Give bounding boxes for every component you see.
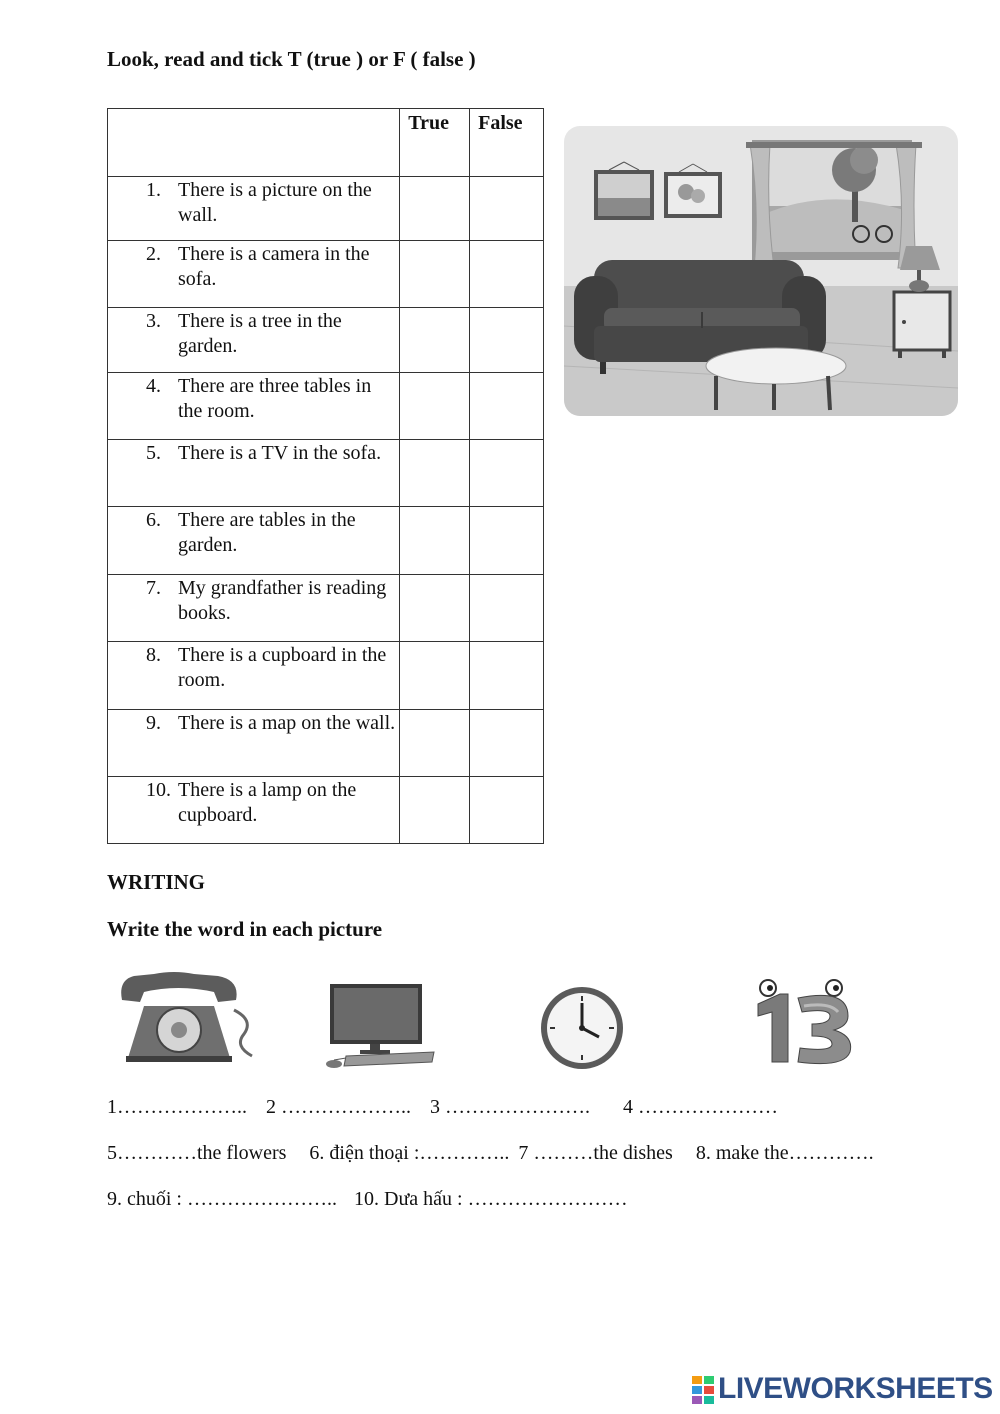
false-cell[interactable]: [470, 642, 544, 710]
answer-blank-1[interactable]: 1………………..: [107, 1096, 252, 1118]
row-number: 5.: [146, 442, 161, 464]
table-row: [108, 710, 544, 777]
false-cell[interactable]: [470, 177, 544, 241]
table-row: [108, 642, 544, 710]
instruction-true-false: Look, read and tick T (true ) or F ( false ): [107, 47, 476, 71]
true-cell[interactable]: [400, 308, 470, 373]
false-cell[interactable]: [470, 507, 544, 575]
answer-blank-6[interactable]: 6. điện thoại :…………..: [309, 1142, 515, 1164]
row-statement: There is a lamp on the cupboard.: [178, 779, 357, 826]
clock-icon: [537, 985, 629, 1071]
false-cell[interactable]: [470, 777, 544, 844]
row-statement: There is a map on the wall.: [178, 712, 396, 734]
answer-blank-9[interactable]: 9. chuối : …………………..: [107, 1188, 342, 1210]
answer-blank-5[interactable]: 5…………the flowers: [107, 1142, 287, 1164]
row-statement: There is a picture on the wall.: [178, 179, 372, 226]
section-writing-title: WRITING: [107, 870, 206, 894]
true-cell[interactable]: [400, 575, 470, 642]
table-row: [108, 373, 544, 440]
row-statement: There is a TV in the sofa.: [178, 442, 382, 464]
row-number: 2.: [146, 243, 161, 265]
logo-text: LIVEWORKSHEETS: [718, 1372, 993, 1405]
answer-blank-10[interactable]: 10. Dưa hấu : ……………………: [354, 1188, 628, 1210]
true-false-table: [107, 108, 544, 844]
true-cell[interactable]: [400, 507, 470, 575]
living-room-image: [564, 126, 958, 416]
table-row: [108, 507, 544, 575]
row-number: 7.: [146, 577, 161, 599]
header-true: True: [400, 109, 470, 177]
row-statement: There is a camera in the sofa.: [178, 243, 370, 290]
table-row: [108, 241, 544, 308]
false-cell[interactable]: [470, 308, 544, 373]
table-header-row: [108, 109, 544, 177]
row-number: 1.: [146, 179, 161, 201]
number-13-icon: [750, 976, 858, 1068]
false-cell[interactable]: [470, 241, 544, 308]
row-statement: There is a tree in the garden.: [178, 310, 342, 357]
answer-line-1: [107, 1096, 778, 1119]
row-statement: There are tables in the garden.: [178, 509, 356, 556]
table-row: [108, 440, 544, 507]
answer-blank-3[interactable]: 3 ………………….: [430, 1096, 595, 1118]
table-row: [108, 575, 544, 642]
false-cell[interactable]: [470, 575, 544, 642]
true-cell[interactable]: [400, 373, 470, 440]
row-number: 9.: [146, 712, 161, 734]
answer-blank-4[interactable]: 4 …………………: [623, 1096, 778, 1118]
false-cell[interactable]: [470, 373, 544, 440]
true-cell[interactable]: [400, 440, 470, 507]
answer-blank-2[interactable]: 2 ………………..: [266, 1096, 416, 1118]
row-number: 10.: [146, 779, 171, 801]
row-statement: There are three tables in the room.: [178, 375, 372, 422]
instruction-write-words: Write the word in each picture: [107, 917, 383, 941]
true-cell[interactable]: [400, 642, 470, 710]
row-number: 4.: [146, 375, 161, 397]
false-cell[interactable]: [470, 710, 544, 777]
table-row: [108, 177, 544, 241]
true-cell[interactable]: [400, 710, 470, 777]
table-row: [108, 777, 544, 844]
answer-blank-7[interactable]: 7 ………the dishes: [518, 1142, 673, 1164]
liveworksheets-logo: [692, 1372, 993, 1406]
true-cell[interactable]: [400, 177, 470, 241]
answer-blank-8[interactable]: 8. make the………….: [695, 1142, 874, 1164]
table-row: [108, 308, 544, 373]
row-statement: There is a cupboard in the room.: [178, 644, 387, 691]
computer-icon: [322, 982, 436, 1070]
header-false: False: [470, 109, 544, 177]
header-statement: [108, 109, 400, 177]
row-number: 3.: [146, 310, 161, 332]
true-cell[interactable]: [400, 241, 470, 308]
telephone-icon: [114, 970, 264, 1066]
logo-blocks-icon: [692, 1374, 714, 1404]
row-number: 8.: [146, 644, 161, 666]
row-statement: My grandfather is reading books.: [178, 577, 387, 624]
true-cell[interactable]: [400, 777, 470, 844]
answer-line-3: [107, 1188, 628, 1211]
answer-line-2: [107, 1142, 874, 1165]
false-cell[interactable]: [470, 440, 544, 507]
row-number: 6.: [146, 509, 161, 531]
